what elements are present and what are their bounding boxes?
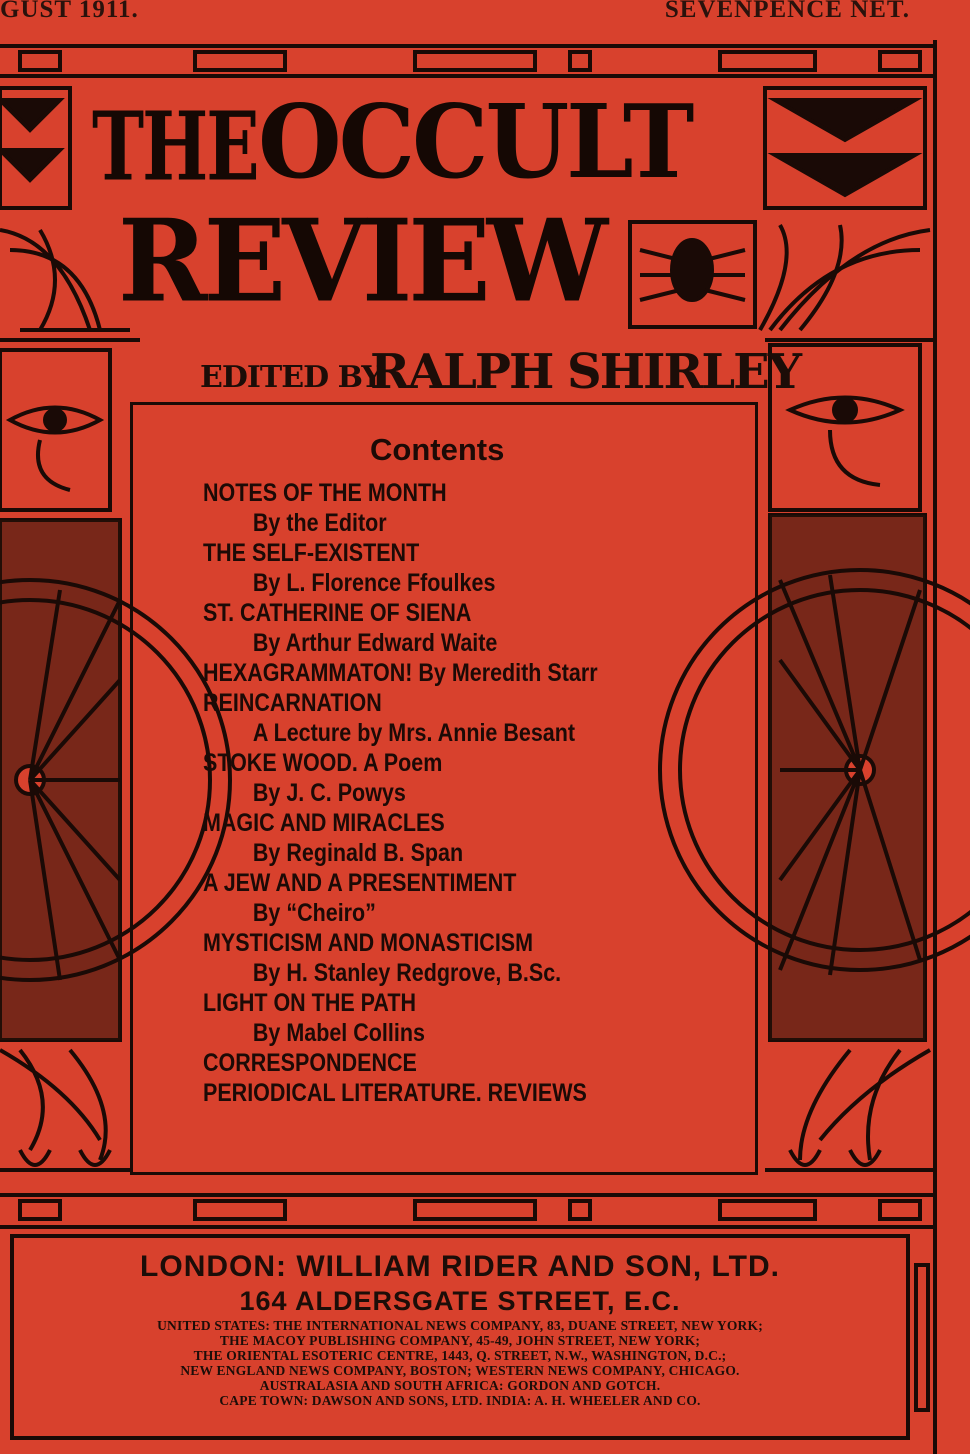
toc-entry xyxy=(203,868,743,928)
toc-entry xyxy=(203,688,743,748)
masthead-review: REVIEW xyxy=(118,195,604,328)
agent-line: THE ORIENTAL ESOTERIC CENTRE, 1443, Q. STREET, N.W., WASHINGTON, D.C.; xyxy=(193,1348,727,1363)
contents-heading: Contents xyxy=(370,432,505,467)
toc-entry xyxy=(203,1078,743,1108)
toc-byline: By Reginald B. Span xyxy=(252,839,464,867)
issue-date: GUST 1911. xyxy=(0,0,139,23)
editor-name: RALPH SHIRLEY xyxy=(370,344,800,400)
masthead-occult: OCCULT xyxy=(258,82,692,202)
agent-line: AUSTRALASIA AND SOUTH AFRICA: GORDON AND GOTCH. xyxy=(259,1378,661,1393)
toc-title: A JEW AND A PRESENTIMENT xyxy=(203,869,517,897)
price: SEVENPENCE NET. xyxy=(664,0,910,23)
toc-entry xyxy=(203,1048,743,1078)
toc-byline: By H. Stanley Redgrove, B.Sc. xyxy=(252,959,562,987)
toc-title: LIGHT ON THE PATH xyxy=(203,989,416,1017)
toc-byline: By “Cheiro” xyxy=(252,899,376,927)
toc-byline: A Lecture by Mrs. Annie Besant xyxy=(252,719,576,747)
toc-entry xyxy=(203,748,743,808)
toc-entry xyxy=(203,478,743,538)
toc-title: CORRESPONDENCE xyxy=(203,1049,417,1077)
edited-by-label: EDITED BY xyxy=(200,360,382,395)
publisher-name: LONDON: WILLIAM RIDER AND SON, LTD. xyxy=(140,1250,780,1283)
toc-byline: By Arthur Edward Waite xyxy=(252,629,498,657)
toc-title: HEXAGRAMMATON! By Meredith Starr xyxy=(203,659,598,687)
toc-byline: By J. C. Powys xyxy=(252,779,406,807)
toc-entry xyxy=(203,988,743,1048)
toc-byline: By L. Florence Ffoulkes xyxy=(252,569,496,597)
toc-title: ST. CATHERINE OF SIENA xyxy=(203,599,472,627)
toc-title: MYSTICISM AND MONASTICISM xyxy=(203,929,534,957)
toc-entry xyxy=(203,658,743,688)
toc-entry xyxy=(203,538,743,598)
agents-list xyxy=(20,1318,900,1408)
toc-title: PERIODICAL LITERATURE. REVIEWS xyxy=(203,1079,587,1107)
toc-title: MAGIC AND MIRACLES xyxy=(203,809,445,837)
toc-entry xyxy=(203,808,743,868)
publisher-address: 164 ALDERSGATE STREET, E.C. xyxy=(239,1286,681,1316)
toc-byline: By the Editor xyxy=(252,509,387,537)
agent-line: NEW ENGLAND NEWS COMPANY, BOSTON; WESTERN NEWS COMPANY, CHICAGO. xyxy=(180,1363,740,1378)
toc-entry xyxy=(203,598,743,658)
toc-title: STOKE WOOD. A Poem xyxy=(203,749,443,777)
toc-title: THE SELF-EXISTENT xyxy=(203,539,420,567)
toc-byline: By Mabel Collins xyxy=(252,1019,425,1047)
masthead-the: THE xyxy=(92,90,258,203)
agent-line: THE MACOY PUBLISHING COMPANY, 45-49, JOHN STREET, NEW YORK; xyxy=(219,1333,701,1348)
toc-entry xyxy=(203,928,743,988)
toc-title: NOTES OF THE MONTH xyxy=(203,479,447,507)
agent-line: UNITED STATES: THE INTERNATIONAL NEWS COMPANY, 83, DUANE STREET, NEW YORK; xyxy=(157,1318,763,1333)
table-of-contents xyxy=(203,478,743,1108)
toc-title: REINCARNATION xyxy=(203,689,382,717)
agent-line: CAPE TOWN: DAWSON AND SONS, LTD. INDIA: A. H. WHEELER AND CO. xyxy=(219,1393,701,1408)
